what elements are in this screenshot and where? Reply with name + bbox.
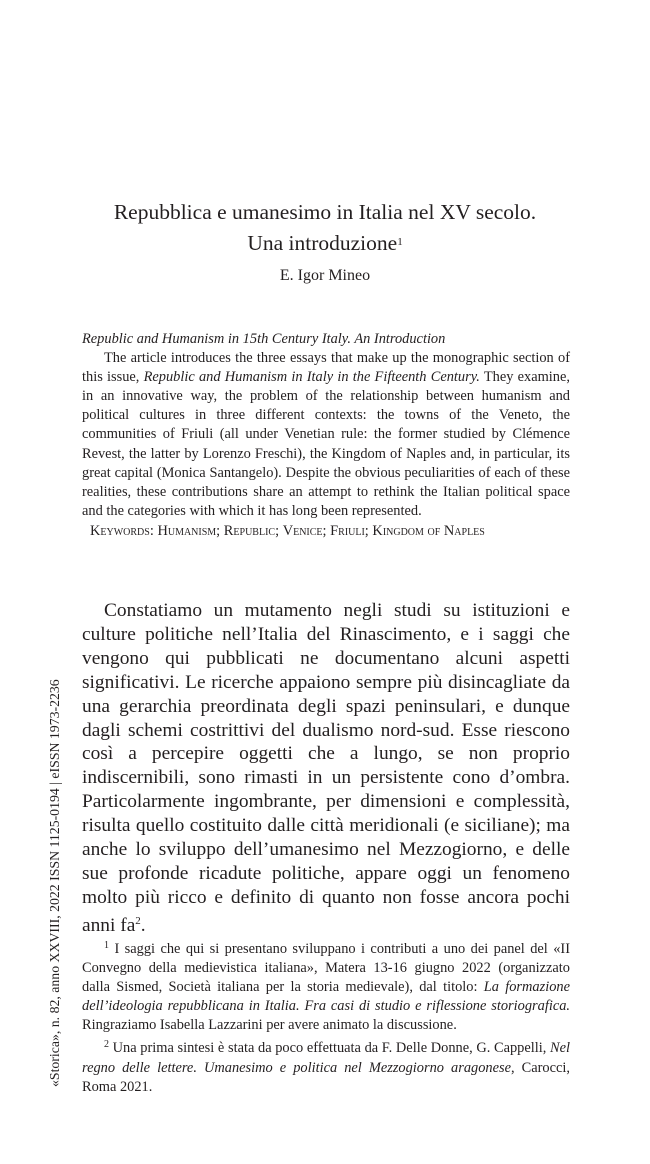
body-footnote-ref: 2 (135, 914, 141, 927)
footnotes (82, 936, 570, 1097)
article-title (0, 197, 650, 258)
abstract-title: Republic and Humanism in 15th Century Italy. An Introduction (82, 331, 446, 347)
abstract-section-title: Republic and Humanism in Italy in the Fifteenth Century. (143, 369, 480, 386)
body-paragraph: Constatiamo un mutamento negli studi su istituzioni e culture politiche nell’Italia del Rinascimento, e i saggi che vengono qui pubblicati ne documentano alcuni aspetti significativi. Le ricerche appaiono sempre più disincagliate da una gerarchia preordinata degli spazi peninsulari, e dunque dagli schemi costrittivi del dualismo nord-sud. Esse riescono così a percepire oggetti che a lungo, se non proprio indiscernibili, sono rimasti in un persistente cono d’ombra. Particolarmente ingombrante, per dimensioni e complessità, risulta quello costituito dalle città meridionali (e siciliane); ma anche lo sviluppo dell’umanesimo nel Mezzogiorno, e delle sue profonde ricadute politiche, appare oggi un fenomeno molto più ricco e definito di quanto non fosse ancora pochi anni $fa^2$. (82, 600, 570, 936)
author-name: E. Igor Mineo (279, 267, 371, 284)
journal-side-margin: «Storica», n. 82, anno XXVIII, 2022 ISSN 1125-0194 | eISSN 1973-2236 (47, 679, 62, 1087)
keyword: Republic; (223, 522, 280, 539)
abstract-body: The article introduces the three essays that make up the monographic section of this issue, Republic and Humanism in Italy in the Fifteenth Century. They examine, in an innovative way, the problem of the relationship between humanism and political cultures in three different contexts: the towns of the Veneto, the communities of Friuli (all under Venetian rule: the former studied by Clémence Revest, the latter by Lorenzo Freschi), the Kingdom of Naples and, in particular, its great capital (Monica Santangelo). Despite the obvious peculiarities of each of these realities, these contributions share an attempt to rethink the Italian political space and the categories with which it has long been represented. (82, 350, 570, 519)
keyword: Humanism; (157, 522, 221, 539)
abstract (82, 330, 570, 541)
title-line-2: Una introduzione$^1$ (247, 231, 403, 255)
keywords-label: Keywords: (90, 522, 154, 539)
footnote-2: $^2$ Una prima sintesi è stata da poco effettuata da F. Delle Donne, G. Cappelli, Nel regno delle lettere. Umanesimo e politica nel Mezzogiorno aragonese, Carocci, Roma 2021. (82, 1039, 570, 1095)
footnote-number: 2 (104, 1039, 109, 1051)
keyword: Venice; (282, 522, 327, 539)
title-footnote-ref: 1 (397, 236, 403, 248)
title-line-1: Repubblica e umanesimo in Italia nel XV secolo. (113, 200, 537, 224)
footnote-1: $^1$ I saggi che qui si presentano sviluppano i contributi a uno dei panel del «II Convegno della medievistica italiana», Matera 13-16 giugno 2022 (organizzato dalla Sismed, Società italiana per la storia medievale), dal titolo: La formazione dell’ideologia repubblicana in Italia. Fra casi di studio e riflessione storiografica. Ringraziamo Isabella Lazzarini per avere animato la discussione. (82, 940, 570, 1034)
keyword: Kingdom of Naples (372, 522, 485, 539)
keyword: Friuli; (330, 522, 369, 539)
footnote-number: 1 (104, 940, 109, 951)
keywords (82, 522, 570, 541)
